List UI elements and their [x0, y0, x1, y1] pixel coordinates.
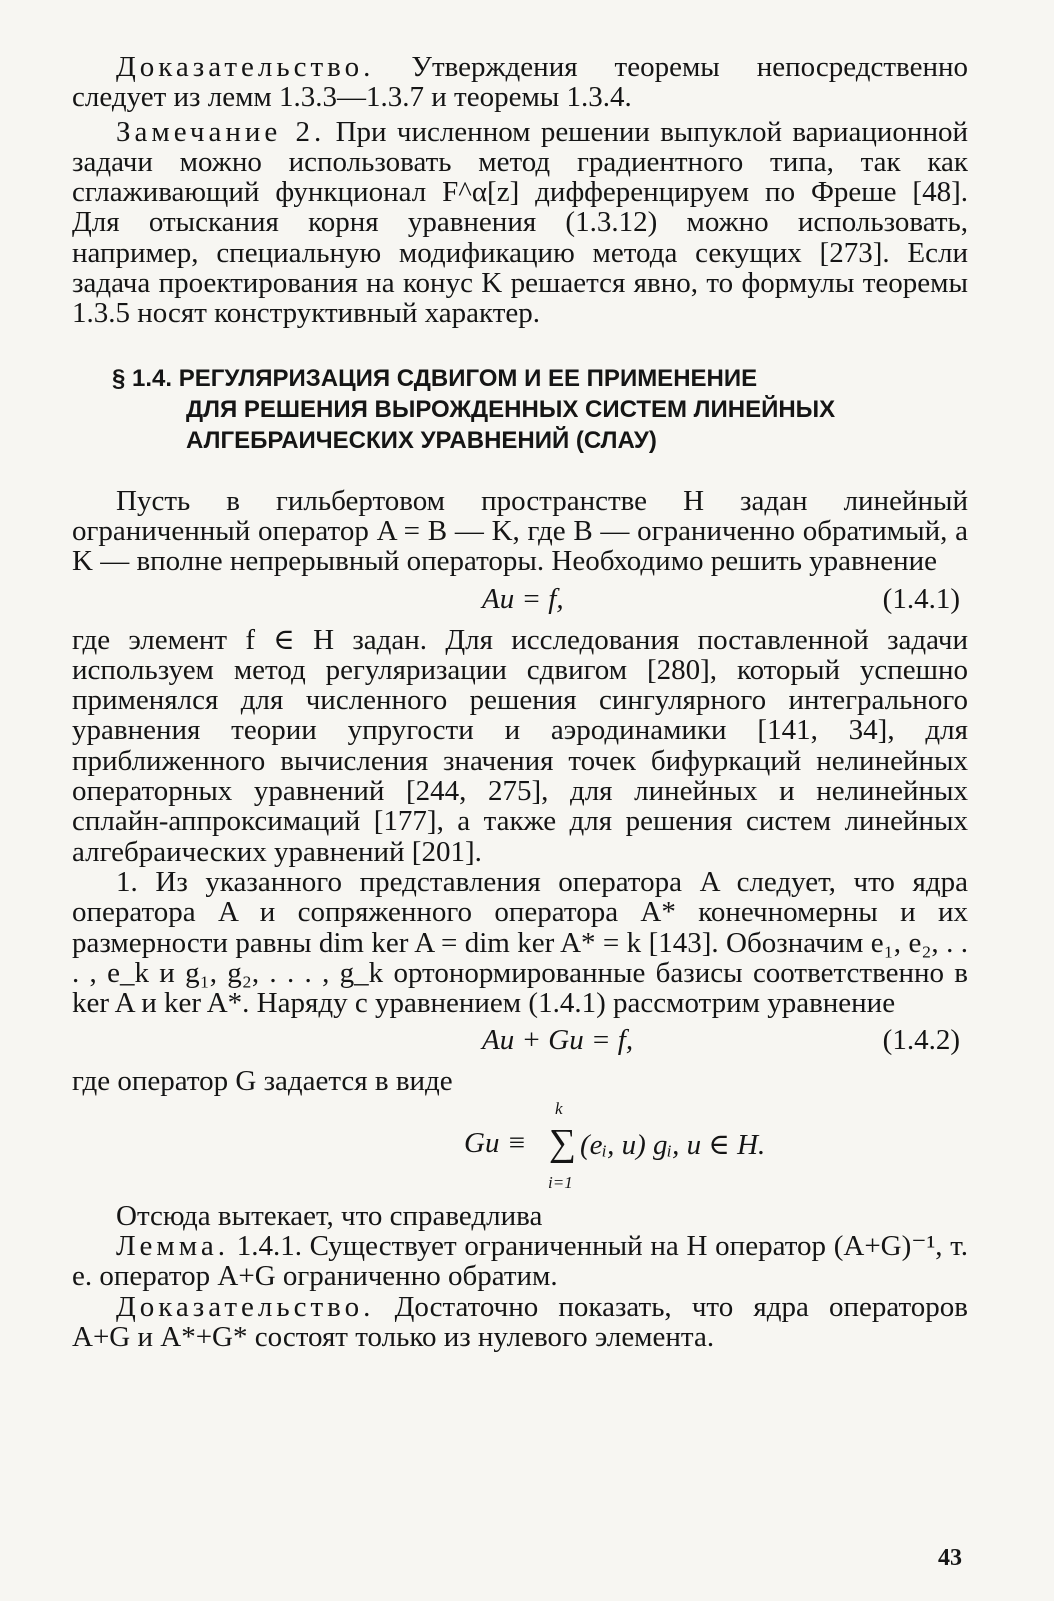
method-paragraph: где элемент f ∈ H задан. Для исследования поставленной задачи используем метод регуляризации сдвигом [280], который успешно применялся для численного решения сингулярного интегрального уравнения теории упругости и аэродинамики [141, 34], для приближенного вычисления значения точек бифуркаций нелинейных операторных уравнений [244, 275], для линейных и нелинейных сплайн-аппроксимаций [177], а также для решения систем линейных алгебраических уравнений [201].: [72, 623, 968, 868]
remark-paragraph: [72, 117, 968, 329]
section-title-line-1: § 1.4. РЕГУЛЯРИЗАЦИЯ СДВИГОМ И ЕЕ ПРИМЕНЕНИЕ: [112, 364, 758, 392]
section-title-line-3: АЛГЕБРАИЧЕСКИХ УРАВНЕНИЙ (СЛАУ): [186, 426, 657, 454]
equation-gu-sum: [72, 1097, 968, 1201]
remark-lead: Замечание 2.: [116, 115, 326, 148]
sum-body: (eᵢ, u) gᵢ, u ∈ H.: [580, 1128, 766, 1161]
proof-paragraph: [72, 52, 968, 113]
sum-sign: ∑: [549, 1121, 577, 1164]
proof-lead: Доказательство.: [116, 51, 375, 83]
equation-1-4-1: [72, 577, 968, 625]
equation-lhs: Gu ≡: [464, 1126, 527, 1159]
lemma-proof-text: Достаточно показать, что ядра операторов A+G и A*+G* состоят только из нулевого элемента.: [72, 1290, 968, 1353]
lemma-proof-paragraph: [72, 1292, 968, 1353]
conclusion-paragraph: Отсюда вытекает, что справедлива: [116, 1199, 543, 1232]
sum-upper-limit: k: [555, 1098, 563, 1118]
equation-expression: Au = f,: [482, 582, 564, 615]
lemma-lead: Лемма.: [116, 1230, 229, 1263]
equation-number: (1.4.2): [882, 1024, 960, 1057]
lemma-paragraph: [72, 1231, 968, 1292]
remark-text: При численном решении выпуклой вариационной задачи можно использовать метод градиентного типа, так как сглаживающий функционал F^α[z] дифференцируем по Фреше [48]. Для отыскания корня уравнения (1.3.12) можно использовать, например, специальную модификацию метода секущих [273]. Если задача проектирования на конус K решается явно, то формулы теоремы 1.3.5 носят конструктивный характер.: [72, 115, 968, 330]
intro-paragraph: Пусть в гильбертовом пространстве H задан линейный ограниченный оператор A = B — K, где B — ограниченно обратимый, а K — вполне непрерывный операторы. Необходимо решить уравнение: [72, 484, 968, 578]
equation-1-4-2: [72, 1018, 968, 1066]
sum-lower-limit: i=1: [548, 1172, 573, 1192]
page-number: 43: [938, 1545, 962, 1571]
lemma-text: 1.4.1. Существует ограниченный на H оператор (A+G)⁻¹, т. е. оператор A+G ограниченно обратим.: [72, 1230, 968, 1293]
equation-number: (1.4.1): [882, 582, 960, 615]
section-title: [112, 363, 968, 456]
item-1-paragraph: 1. Из указанного представления оператора A следует, что ядра оператора A и сопряженного оператора A* конечномерны и их размерности равны dim ker A = dim ker A* = k [143]. Обозначим e₁, e₂, . . . , e_k и g₁, g₂, . . . , g_k ортонормированные базисы соответственно в ker A и ker A*. Наряду с уравнением (1.4.1) рассмотрим уравнение: [72, 865, 968, 1020]
operator-g-paragraph: где оператор G задается в виде: [72, 1065, 453, 1098]
equation-expression: Au + Gu = f,: [482, 1024, 634, 1057]
lemma-proof-lead: Доказательство.: [116, 1290, 375, 1323]
proof-text: Утверждения теоремы непосредственно следует из лемм 1.3.3—1.3.7 и теоремы 1.3.4.: [72, 51, 968, 114]
section-title-line-2: ДЛЯ РЕШЕНИЯ ВЫРОЖДЕННЫХ СИСТЕМ ЛИНЕЙНЫХ: [186, 395, 836, 423]
page: [72, 52, 968, 1572]
